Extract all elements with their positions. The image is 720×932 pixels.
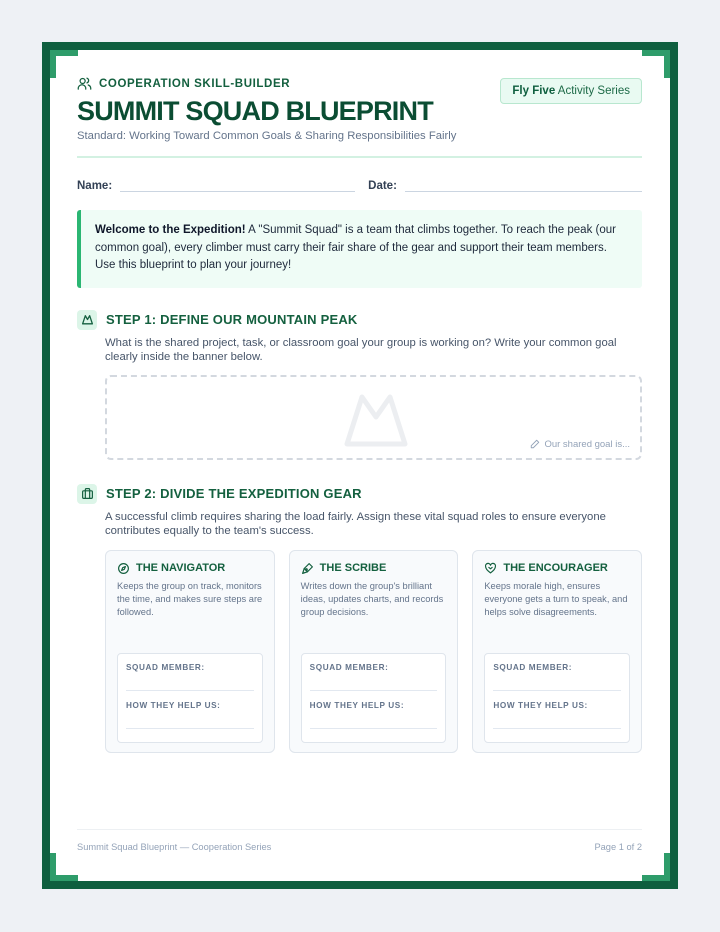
role-assignment-box	[117, 653, 263, 743]
heart-handshake-icon	[484, 562, 497, 575]
step2-heading	[77, 484, 642, 504]
footer-series: Summit Squad Blueprint — Cooperation Series	[77, 842, 272, 852]
corner-accent	[642, 50, 670, 78]
series-badge	[500, 78, 642, 104]
corner-accent	[642, 853, 670, 881]
welcome-callout	[77, 210, 642, 288]
how-they-help-field[interactable]	[310, 710, 438, 729]
how-they-help-label: HOW THEY HELP US:	[493, 700, 588, 710]
step2-description: A successful climb requires sharing the load fairly. Assign these vital squad roles to ensure everyone contributes equally to the team's success.	[105, 510, 606, 538]
squad-member-label: SQUAD MEMBER:	[126, 662, 205, 672]
step1-icon-badge	[77, 310, 97, 330]
badge-series: Activity Series	[555, 85, 630, 97]
role-assignment-box	[484, 653, 630, 743]
role-card-scribe	[289, 550, 459, 753]
how-they-help-label: HOW THEY HELP US:	[309, 700, 405, 710]
worksheet	[77, 72, 642, 753]
role-card-encourager	[472, 550, 642, 753]
role-description: Keeps the group on track, monitors the time, and makes sure steps are followed.	[117, 580, 263, 617]
backpack-icon	[81, 487, 94, 500]
step1-description: What is the shared project, task, or classroom goal your group is working on? Write your common goal clearly inside the banner below.	[105, 336, 617, 364]
pen-tool-icon	[301, 562, 314, 575]
pencil-icon	[530, 439, 540, 449]
step2-title: STEP 2: DIVIDE THE EXPEDITION GEAR	[106, 486, 362, 502]
step2-icon-badge	[77, 484, 97, 504]
how-they-help-field[interactable]	[493, 710, 621, 729]
name-date-row	[77, 176, 642, 192]
role-description: Writes down the group's brilliant ideas, updates charts, and records group decisions.	[300, 580, 444, 617]
step1-heading	[77, 310, 642, 330]
mountain-icon	[81, 313, 94, 326]
squad-member-field[interactable]	[126, 672, 254, 691]
page-number: Page 1 of 2	[594, 842, 642, 852]
role-description: Keeps morale high, ensures everyone gets a turn to speak, and helps solve disagreements.	[484, 580, 628, 617]
role-cards	[105, 550, 642, 753]
role-card-navigator	[105, 550, 275, 753]
role-name: THE ENCOURAGER	[503, 562, 608, 575]
mountain-watermark-icon	[343, 389, 409, 449]
goal-hint-text: Our shared goal is...	[544, 438, 630, 450]
name-field[interactable]	[120, 176, 355, 192]
date-field[interactable]	[405, 176, 642, 192]
squad-member-label: SQUAD MEMBER:	[493, 662, 573, 672]
squad-member-field[interactable]	[310, 672, 438, 691]
how-they-help-label: HOW THEY HELP US:	[126, 700, 221, 710]
how-they-help-field[interactable]	[126, 710, 254, 729]
role-name: THE SCRIBE	[319, 562, 387, 575]
name-label: Name:	[77, 180, 113, 193]
step1-title: STEP 1: DEFINE OUR MOUNTAIN PEAK	[106, 312, 358, 328]
squad-member-label: SQUAD MEMBER:	[309, 662, 389, 672]
page-title: SUMMIT SQUAD BLUEPRINT	[77, 96, 433, 126]
page-footer	[77, 829, 642, 852]
role-header	[301, 562, 458, 575]
compass-icon	[117, 562, 130, 575]
users-icon	[77, 76, 92, 91]
goal-hint	[530, 439, 630, 450]
corner-accent	[50, 853, 78, 881]
goal-banner-input[interactable]	[105, 375, 642, 460]
eyebrow-text: COOPERATION SKILL-BUILDER	[99, 77, 291, 90]
corner-accent	[50, 50, 78, 78]
role-header	[117, 562, 274, 575]
role-assignment-box	[301, 653, 447, 743]
date-label: Date:	[368, 180, 397, 193]
welcome-lead: Welcome to the Expedition!	[95, 224, 246, 237]
badge-brand: Fly Five	[512, 85, 556, 97]
divider	[77, 156, 642, 158]
squad-member-field[interactable]	[493, 672, 621, 691]
standard-text: Standard: Working Toward Common Goals & Sharing Responsibilities Fairly	[77, 130, 457, 143]
role-name: THE NAVIGATOR	[136, 562, 226, 575]
role-header	[484, 562, 641, 575]
welcome-body: A "Summit Squad" is a team that climbs together. To reach the peak (our common goal), every climber must carry their fair share of the gear and support their team members. Use this blueprint to plan your journey!	[95, 224, 616, 272]
